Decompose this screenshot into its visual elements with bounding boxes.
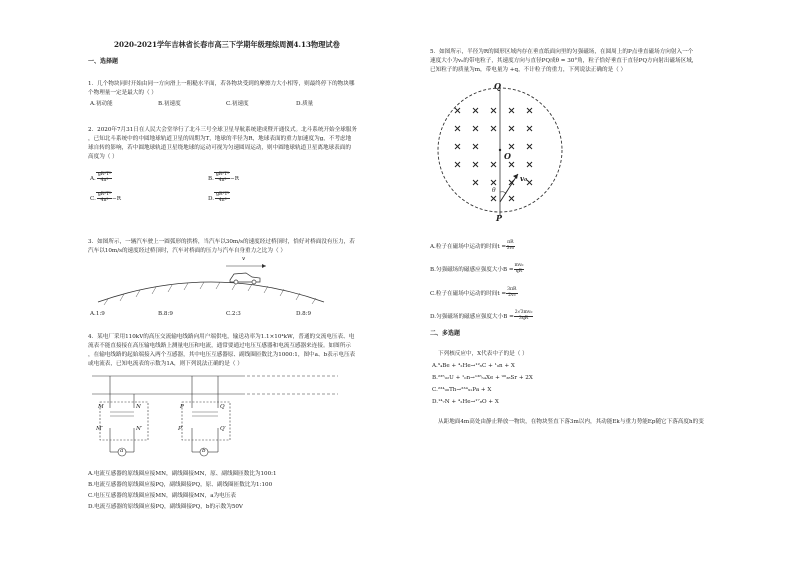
q3-bridge-figure (96, 256, 326, 306)
section-multi-heading: 二、多选题 (430, 330, 461, 337)
q3-velocity-arrowhead (262, 264, 266, 268)
q5-option-a-expr: $\frac{\pi R}{\text{3v₀}}$ (506, 240, 514, 251)
q4-option-c[interactable]: C.电压互感器的原线圈应接MN，副线圈接MN，a为电压表 (88, 493, 236, 499)
q1-stem-line1: 1．几个物块同时开始由同一方向滑上一粗糙水平面，若各物块受到的摩擦力大小相等，则最终停下的物块哪 (88, 81, 355, 87)
q3-option-d[interactable]: D.8:9 (296, 311, 312, 317)
q2-option-c[interactable]: C. $\frac{\text{gR²T²}}{\text{4π²}}$ −R (90, 192, 121, 203)
q3-bridge-hatch (104, 282, 316, 305)
q2-stem-line1: 2．2020年7月31日在人民大会堂举行了北斗三号全球卫星导航系统建成暨开通仪式。北斗系统开始全球服务 (88, 127, 358, 133)
q2-option-d-expr: $\frac{\text{gR²T²}}{\text{4π²}}$ (216, 192, 230, 203)
q6-option-a[interactable]: A.⁹₄Be + ⁴₂He→¹²₆C + ¹₀n + X (432, 363, 515, 369)
q3-bridge-arc (98, 282, 324, 302)
q1-option-a[interactable]: A.初动能 (90, 101, 113, 107)
q5-option-b-expr: $\frac{\text{mv₀}}{qR}$ (514, 263, 524, 274)
q4-stem-line4: 或电流表，已知电流表的示数为1A，则下列说法正确的是（ ） (88, 361, 243, 367)
q1-stem-line2: 个物理量一定是最大的（ ） (88, 90, 157, 96)
q4-option-a[interactable]: A.电流互感器的原线圈应接MN，副线圈接MN，原、副线圈匝数比为100:1 (88, 471, 277, 477)
q4-option-b[interactable]: B.电流互感器的原线圈应接PQ，副线圈接PQ，原、副线圈匝数比为1:100 (88, 482, 273, 488)
q5-option-d-expr: $\frac{\text{2√3mv₀}}{3qR}$ (514, 310, 533, 321)
q1-option-b[interactable]: B.初速度 (158, 101, 181, 107)
q2-stem-line4: 高度为（ ） (88, 154, 118, 160)
q4-label-m-prime: M′ (96, 426, 103, 432)
q4-stem-line3: ，在输电线路的起始端接入两个互感器，其中电压互感器原、副线圈匝数比为1000:1，图中a、b表示电压表 (88, 352, 356, 358)
section-choice-heading: 一、选择题 (88, 58, 119, 65)
page-title: 2020-2021学年吉林省长春市高三下学期年级理综周测4.13物理试卷 (114, 40, 340, 49)
q5-option-b[interactable]: B.匀强磁场的磁感应强度大小B = $\frac{\text{mv₀}}{qR}$ (430, 263, 524, 274)
q2-option-d[interactable]: D. $\frac{\text{gR²T²}}{\text{4π²}}$ (208, 192, 230, 203)
q3-stem-line1: 3．如图所示，一辆汽车驶上一圆弧形的拱桥，当汽车以30m/s的速度经过桥顶时，恰好对桥面没有压力，若 (88, 239, 355, 245)
q4-meter-b-label: b (202, 448, 206, 454)
q6-stem: 下列核反应中，X代表中子的是（ ） (438, 351, 528, 357)
q2-option-c-expr: $\frac{\text{gR²T²}}{\text{4π²}}$ (97, 192, 112, 203)
q4-label-n: N (136, 404, 141, 410)
q3-car (230, 273, 260, 284)
q5-option-a[interactable]: A.粒子在磁场中运动的时间t = $\frac{\pi R}{\text{3v₀}}$ (430, 240, 514, 251)
q1-option-c[interactable]: C.初速度 (226, 101, 249, 107)
q6-option-b[interactable]: B.²³⁵₉₂U + ¹₀n→¹³⁶₅₄Xe + ⁹⁰₃₈Sr + 2X (432, 375, 533, 381)
q4-meter-a-label: a (120, 448, 124, 454)
q5-label-v0: v₀ (520, 174, 528, 183)
q3-option-c[interactable]: C.2:3 (226, 311, 241, 317)
q5-option-c-expr: $\frac{3\pi R}{\text{2v₀}}$ (507, 287, 517, 298)
q4-option-d[interactable]: D.电流互感器的原线圈应接PQ，副线圈接PQ，b的示数为50V (88, 504, 243, 510)
q2-option-b[interactable]: B. $\frac{\text{gR²T²}}{\text{4π²}}$ −R (208, 172, 239, 183)
q2-option-a-expr: $\frac{\text{gR²T²}}{\text{4π²}}$ (97, 172, 111, 183)
q5-center-point (499, 149, 501, 151)
q2-stem-line3: 球自转的影响，若中圆地球轨道卫星绕地球的运动可视为匀速圆周运动，则中圆地球轨道卫星离地球表面的 (88, 145, 351, 151)
q4-label-p: P (180, 404, 184, 410)
q5-label-o: O (504, 151, 511, 161)
q5-stem-line2: 速度大小为v₀的带电粒子，其速度方向与直径PQ成θ = 30°角，粒子恰好垂直于直径PQ方向射出磁场区域， (430, 58, 698, 64)
q2-option-b-expr: $\frac{\text{gR²T²}}{\text{4π²}}$ (215, 172, 230, 183)
q4-label-n-prime: N′ (136, 426, 143, 432)
q5-label-q: Q (494, 81, 501, 91)
q4-label-q-prime: Q′ (220, 426, 226, 432)
q2-option-a[interactable]: A. $\frac{\text{gR²T²}}{\text{4π²}}$ (90, 172, 111, 183)
q3-velocity-label: v (242, 256, 246, 262)
q4-stem-line2: 流表不能直接接在高压输电线路上测量电压和电流，通常要通过电压互感器和电流互感器来连接。如图所示 (88, 343, 351, 349)
q4-label-m: M (98, 404, 104, 410)
q1-option-d[interactable]: D.质量 (296, 101, 314, 107)
q5-velocity-vector (500, 174, 518, 202)
q7-stem: 从距地面4m高处由静止释放一物块，在物块竖直下落3m以内，其动能Ek与重力势能Ep随它下落高度h的变 (438, 419, 704, 425)
q4-stem-line1: 4．某电厂采用110kV的高压交流输电线路向用户端供电，输送功率为1.1×10⁴kW，普通的交流电压表、电 (88, 334, 355, 340)
q2-stem-line2: ，已知北斗系统中的中圆地球轨道卫星的周期为T，地球的半径为R，地球表面的重力加速度为g，不考虑地 (88, 136, 352, 142)
q3-option-a[interactable]: A.1:9 (90, 311, 105, 317)
q6-option-d[interactable]: D.¹⁴₇N + ⁴₂He→¹⁷₈O + X (432, 399, 499, 405)
q5-label-theta: θ (492, 187, 496, 194)
q3-option-b[interactable]: B.8:9 (158, 311, 173, 317)
q4-transformer-figure (92, 372, 342, 464)
q4-label-q: Q (220, 404, 225, 410)
q5-option-c[interactable]: C.粒子在磁场中运动的时间t = $\frac{3\pi R}{\text{2v₀}}$ (430, 287, 517, 298)
q6-option-c[interactable]: C.²³⁴₉₀Th→²³⁴₉₁Pa + X (432, 387, 492, 393)
q4-label-p-prime: P′ (178, 426, 184, 432)
q3-stem-line2: 汽车以10m/s的速度经过桥顶时，汽车对桥面的压力与汽车自身重力之比为（ ） (88, 248, 286, 254)
q5-option-d[interactable]: D.匀强磁场的磁感应强度大小B = $\frac{\text{2√3mv₀}}{3qR}$ (430, 310, 533, 321)
q5-label-p: P (496, 213, 503, 223)
q5-stem-line3: 已知粒子的质量为m，带电量为 +q，不计粒子的重力，下列说法正确的是（ ） (430, 67, 627, 73)
q5-stem-line1: 5．如图所示，半径为R的圆形区域内存在垂直纸面向里的匀强磁场，在圆周上的P点垂直磁场方向射入一个 (430, 49, 694, 55)
